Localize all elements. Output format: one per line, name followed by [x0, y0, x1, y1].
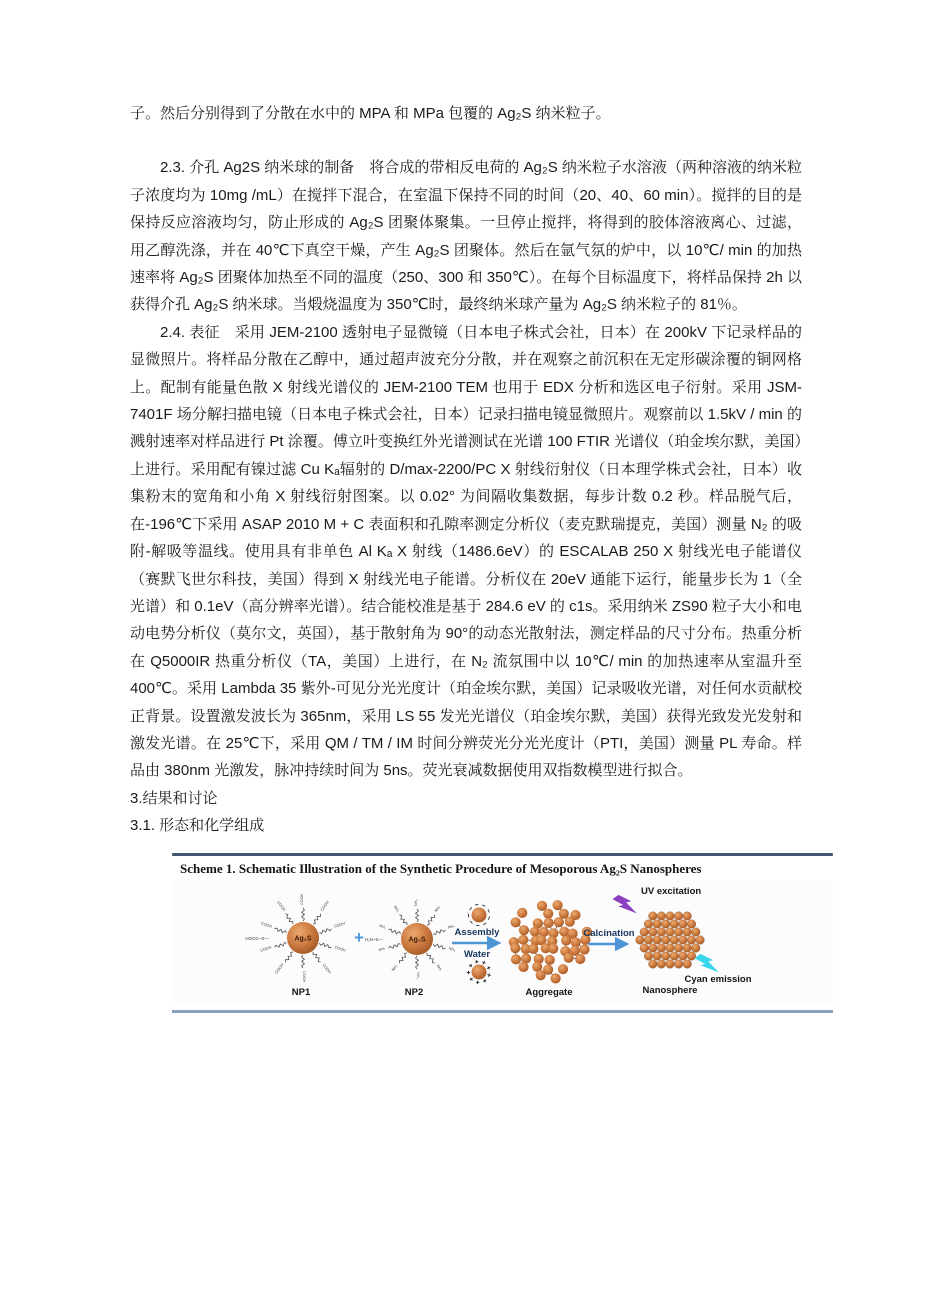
- np1-core-label: Ag₂S: [294, 935, 312, 943]
- aggregate-cluster: [509, 900, 592, 983]
- water-label: Water: [463, 948, 491, 960]
- text-block: [130, 100, 802, 1013]
- scheme-figure: [172, 853, 833, 1013]
- np2-core-label: Ag₂S: [408, 936, 426, 944]
- figure-bottom-rule: [172, 1010, 833, 1013]
- svg-text:COOH: COOH: [274, 962, 285, 975]
- svg-text:NH₂: NH₂: [378, 923, 387, 930]
- uv-bolt-icon: [613, 894, 637, 913]
- figure-top-rule: [172, 853, 833, 856]
- svg-text:NH₂: NH₂: [433, 904, 442, 913]
- assembly-label: Assembly: [454, 926, 500, 938]
- scheme-caption: Scheme 1. Schematic Illustration of the Synthetic Procedure of Mesoporous Ag₂S Nanospheres: [180, 860, 702, 876]
- cyan-emission-label: Cyan emission: [684, 973, 752, 985]
- uv-excitation-label: UV excitation: [641, 885, 702, 897]
- svg-text:COOH: COOH: [276, 899, 287, 912]
- svg-text:COOH: COOH: [319, 899, 330, 912]
- nanosphere-label: Nanosphere: [642, 984, 698, 996]
- svg-text:COOH: COOH: [259, 944, 272, 953]
- svg-text:NH₂: NH₂: [378, 945, 386, 952]
- paragraph-2-4: 2.4. 表征 采用 JEM-2100 透射电子显微镜（日本电子株式会社，日本）在 200kV 下记录样品的显微照片。将样品分散在乙醇中，通过超声波充分分散，并在观察之前沉积在无定形碳涂覆的铜网格上。配制有能量色散 X 射线光谱仪的 JEM-2100 TEM 也用于 EDX 分析和选区电子衍射。采用 JSM-7401F 场分解扫描电镜（日本电子株式会社，日本）记录扫描电镜显微照片。观察前以 1.5kV / min 的溅射速率对样品进行 Pt 涂覆。傅立叶变换红外光谱测试在光谱 100 FTIR 光谱仪（珀金埃尔默，美国）上进行。采用配有镍过滤 Cu Kₐ辐射的 D/max-2200/PC X 射线衍射仪（日本理学株式会社，日本）收集粉末的宽角和小角 X 射线衍射图案。以 0.02° 为间隔收集数据，每步计数 0.2 秒。样品脱气后，在-196℃下采用 ASAP 2010 M + C 表面积和孔隙率测定分析仪（麦克默瑞提克，美国）测量 N₂ 的吸附-解吸等温线。使用具有非单色 Al Kₐ X 射线（1486.6eV）的 ESCALAB 250 X 射线光电子能谱仪（赛默飞世尔科技，美国）得到 X 射线光电子能谱。分析仪在 20eV 通能下运行，能量步长为 1（全光谱）和 0.1eV（高分辨率光谱）。结合能校准是基于 284.6 eV 的 c1s。采用纳米 ZS90 粒子大小和电动电势分析仪（莫尔文，英国），基于散射角为 90°的动态光散射法，测定样品的尺寸分布。热重分析在 Q5000IR 热重分析仪（TA，美国）上进行，在 N₂ 流氛围中以 10℃/ min 的加热速率从室温升至 400℃。采用 Lambda 35 紫外-可见分光光度计（珀金埃尔默，美国）记录吸收光谱，对任何水贡献校正背景。设置激发波长为 365nm，采用 LS 55 发光光谱仪（珀金埃尔默，美国）获得光致发光发射和激发光谱。在 25℃下，采用 QM / TM / IM 时间分辨荧光分光光度计（PTI，美国）测量 PL 寿命。样品由 380nm 光激发，脉冲持续时间为 5ns。荧光衰减数据使用双指数模型进行拟合。: [130, 323, 802, 780]
- svg-text:COOH: COOH: [260, 920, 273, 929]
- cyan-bolt-icon: [695, 953, 719, 972]
- scheme-illustration: [172, 880, 833, 1004]
- np2-label: NP2: [404, 986, 424, 998]
- paragraph-2-3: 2.3. 介孔 Ag2S 纳米球的制备 将合成的带相反电荷的 Ag₂S 纳米粒子水溶液（两种溶液的纳米粒子浓度均为 10mg /mL）在搅拌下混合，在室温下保持不同的时间（20、40、60 min）。搅拌的目的是保持反应溶液均匀，防止形成的 Ag₂S 团聚体聚集。一旦停止搅拌，将得到的胶体溶液离心、过滤，用乙醇洗涤，并在 40℃下真空干燥，产生 Ag₂S 团聚体。然后在氩气氛的炉中，以 10℃/ min 的加热速率将 Ag₂S 团聚体加热至不同的温度（250、300 和 350℃）。在每个目标温度下，将样品保持 2h 以获得介孔 Ag₂S 纳米球。当煅烧温度为 350℃时，最终纳米球产量为 Ag₂S 纳米粒子的 81％。: [130, 159, 802, 314]
- svg-text:NH₂: NH₂: [416, 971, 420, 979]
- np1-left-ligand-label: HOOC~S—: [245, 935, 269, 941]
- svg-text:COOH: COOH: [334, 944, 347, 953]
- calcination-label: Calcination: [583, 927, 635, 939]
- blank-line: [130, 127, 802, 154]
- svg-text:NH₂: NH₂: [392, 904, 401, 913]
- svg-text:COOH: COOH: [300, 893, 304, 905]
- heading-section-3-1: 3.1. 形态和化学组成: [130, 817, 265, 835]
- aggregate-label: Aggregate: [525, 986, 573, 998]
- svg-text:NH₂: NH₂: [448, 945, 456, 952]
- np1-label: NP1: [291, 986, 311, 998]
- svg-text:NH₂: NH₂: [435, 963, 443, 972]
- charged-nanoparticle-icons: [467, 904, 491, 984]
- svg-text:COOH: COOH: [333, 920, 346, 929]
- heading-section-3: 3.结果和讨论: [130, 789, 218, 807]
- svg-text:NH₂: NH₂: [447, 923, 456, 930]
- paragraph-continuation: 子。然后分别得到了分散在水中的 MPA 和 MPa 包覆的 Ag₂S 纳米粒子。: [130, 105, 611, 122]
- plus-sign: +: [354, 927, 364, 947]
- svg-text:NH₂: NH₂: [414, 898, 418, 906]
- nanosphere-cluster: [636, 911, 705, 968]
- svg-text:COOH: COOH: [321, 962, 332, 975]
- np2-left-ligand-label: H₂N~S—: [364, 936, 383, 942]
- svg-text:NH₂: NH₂: [391, 963, 399, 972]
- svg-text:COOH: COOH: [302, 970, 306, 982]
